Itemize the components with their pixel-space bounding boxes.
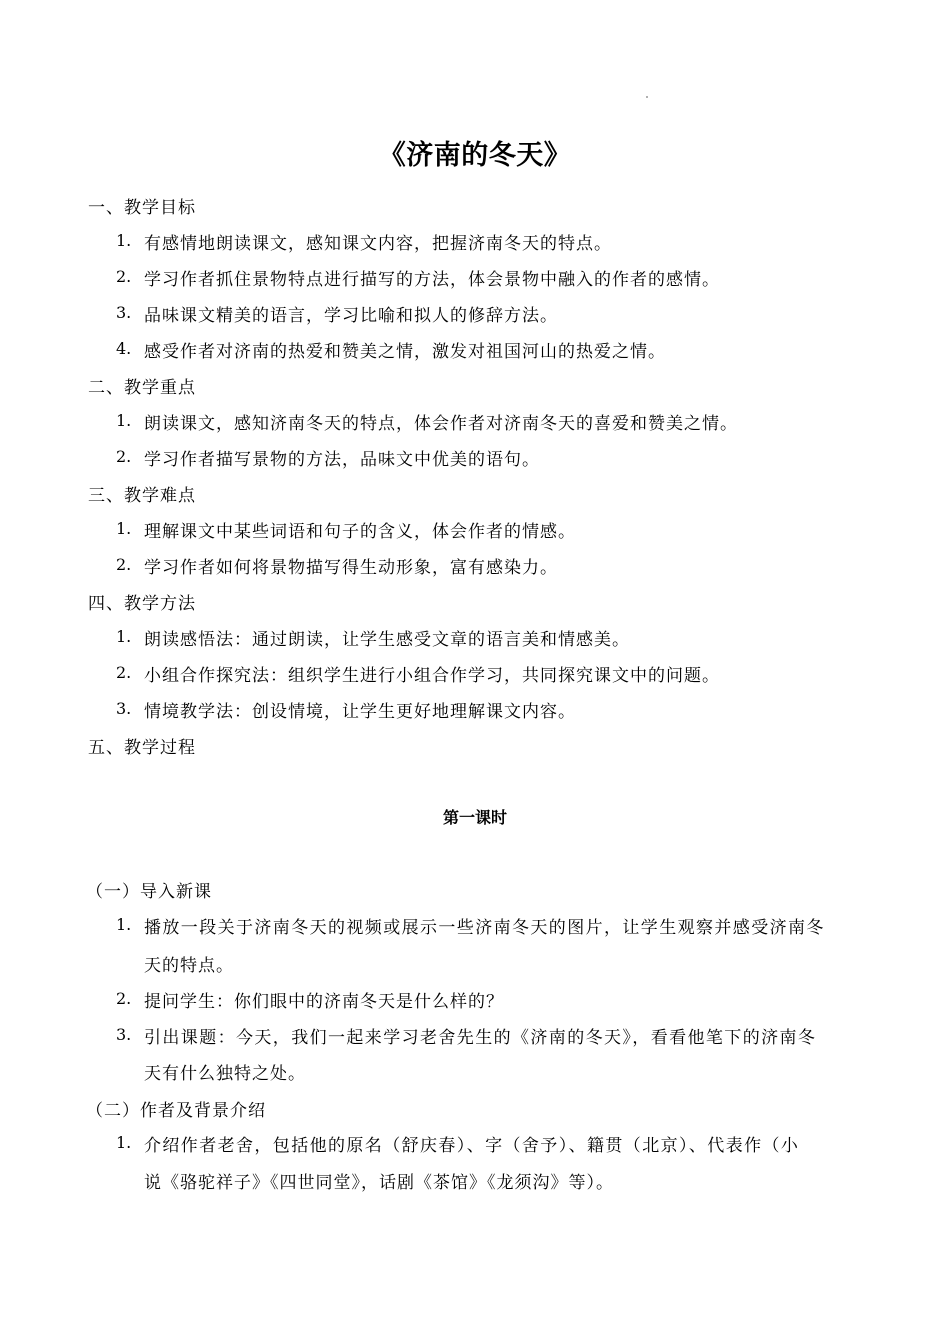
- list-item: 学习作者描写景物的方法，品味文中优美的语句。: [144, 450, 540, 470]
- list-item-line: 天的特点。: [144, 956, 234, 976]
- list-number: 3.: [116, 1025, 132, 1044]
- section-heading-key-points: 二、教学重点: [88, 378, 196, 398]
- list-item: 有感情地朗读课文，感知课文内容，把握济南冬天的特点。: [144, 234, 612, 254]
- list-number: 2.: [116, 555, 132, 574]
- list-number: 2.: [116, 267, 132, 286]
- list-number: 2.: [116, 989, 132, 1008]
- list-item-line: 提问学生：你们眼中的济南冬天是什么样的？: [144, 992, 504, 1012]
- list-number: 1.: [116, 915, 132, 934]
- header-mark: [646, 96, 648, 98]
- list-item: 感受作者对济南的热爱和赞美之情，激发对祖国河山的热爱之情。: [144, 342, 666, 362]
- list-number: 2.: [116, 447, 132, 466]
- list-number: 1.: [116, 231, 132, 250]
- part-heading-author-background: （二）作者及背景介绍: [86, 1101, 266, 1121]
- section-heading-difficulties: 三、教学难点: [88, 486, 196, 506]
- list-number: 1.: [116, 519, 132, 538]
- list-item-line: 播放一段关于济南冬天的视频或展示一些济南冬天的图片，让学生观察并感受济南冬: [144, 918, 825, 938]
- list-item: 小组合作探究法：组织学生进行小组合作学习，共同探究课文中的问题。: [144, 666, 720, 686]
- list-item: 朗读课文，感知济南冬天的特点，体会作者对济南冬天的喜爱和赞美之情。: [144, 414, 738, 434]
- list-number: 2.: [116, 663, 132, 682]
- lesson-title: 第一课时: [442, 808, 507, 827]
- list-item-line: 说《骆驼祥子》《四世同堂》，话剧《茶馆》《龙须沟》等）。: [144, 1173, 614, 1193]
- list-item-line: 介绍作者老舍，包括他的原名（舒庆春）、字（舍予）、籍贯（北京）、代表作（小: [144, 1136, 800, 1156]
- list-number: 1.: [116, 1133, 132, 1152]
- list-number: 3.: [116, 303, 132, 322]
- list-item: 品味课文精美的语言，学习比喻和拟人的修辞方法。: [144, 306, 558, 326]
- list-number: 3.: [116, 699, 132, 718]
- list-item: 情境教学法：创设情境，让学生更好地理解课文内容。: [144, 702, 576, 722]
- section-heading-process: 五、教学过程: [88, 738, 196, 758]
- part-heading-introduction: （一）导入新课: [86, 882, 212, 902]
- list-item-line: 天有什么独特之处。: [144, 1064, 306, 1084]
- list-item: 朗读感悟法：通过朗读，让学生感受文章的语言美和情感美。: [144, 630, 630, 650]
- list-number: 1.: [116, 627, 132, 646]
- list-item: 学习作者抓住景物特点进行描写的方法，体会景物中融入的作者的感情。: [144, 270, 720, 290]
- section-heading-objectives: 一、教学目标: [88, 198, 196, 218]
- list-item-line: 引出课题：今天，我们一起来学习老舍先生的《济南的冬天》，看看他笔下的济南冬: [144, 1028, 817, 1048]
- list-item: 理解课文中某些词语和句子的含义，体会作者的情感。: [144, 522, 576, 542]
- document-title: 《济南的冬天》: [378, 140, 572, 171]
- list-number: 1.: [116, 411, 132, 430]
- section-heading-methods: 四、教学方法: [88, 594, 196, 614]
- list-number: 4.: [116, 339, 132, 358]
- list-item: 学习作者如何将景物描写得生动形象，富有感染力。: [144, 558, 558, 578]
